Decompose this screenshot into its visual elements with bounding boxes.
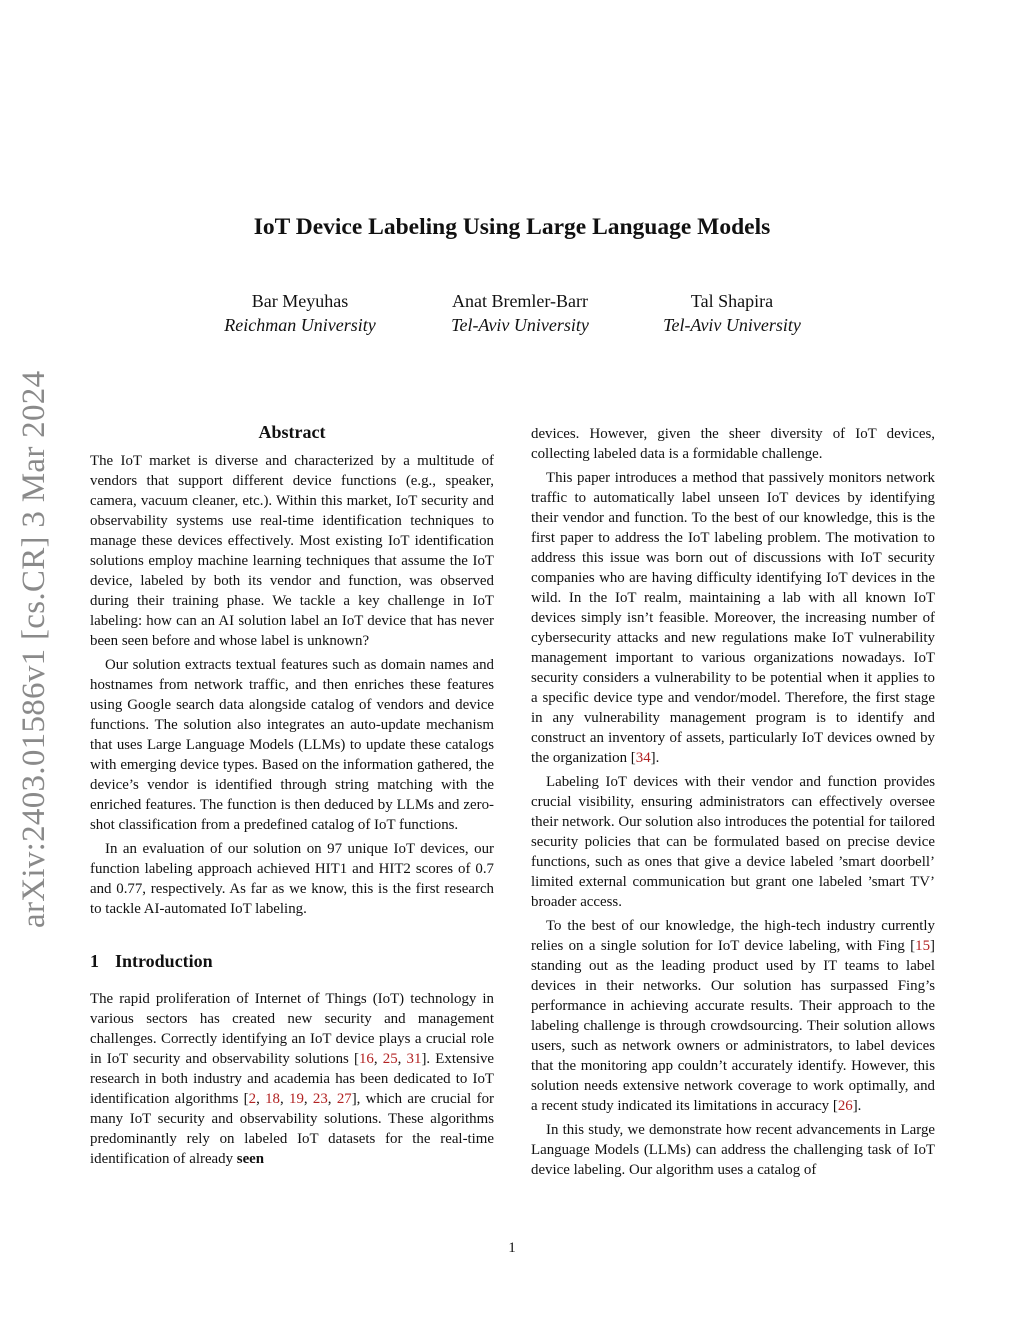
citation-link[interactable]: 31 xyxy=(406,1051,422,1067)
intro-paragraph: In this study, we demonstrate how recent advancements in Large Language Models (LLMs) can address the challenging task of IoT device labeling. Our algorithm uses a catalog of xyxy=(531,1122,935,1178)
citation-link[interactable]: 25 xyxy=(382,1051,398,1067)
author-name: Anat Bremler-Barr xyxy=(451,291,589,311)
author-block xyxy=(180,289,420,337)
citation-link[interactable]: 15 xyxy=(915,938,931,954)
intro-paragraph: This paper introduces a method that passively monitors network traffic to automatically label unseen IoT devices by identifying their vendor and function. To the best of our knowledge, this is the first paper to address the IoT labeling problem. The motivation to address this issue was born out of discussions with IoT security companies who are having difficulty identifying IoT devices in the wild. In the IoT realm, maintaining a lab with all known IoT devices simply isn’t feasible. Moreover, the increasing number of cybersecurity attacks and new regulations make IoT vulnerability management important to various organizations nowadays. IoT security considers a vulnerability to be potential when it applies to a specific device type and vendor/model. Therefore, the first stage in any vulnerability management program is to identify and construct an inventory of assets, particularly IoT devices owned by the organization [34]. xyxy=(531,470,935,766)
right-column xyxy=(531,424,935,1184)
author-block xyxy=(612,289,852,337)
left-column xyxy=(90,421,494,1173)
citation-link[interactable]: 2 xyxy=(248,1091,257,1107)
emphasis-word: seen xyxy=(236,1151,265,1167)
citation-link[interactable]: 26 xyxy=(837,1098,853,1114)
page-number: 1 xyxy=(508,1240,516,1256)
abstract-paragraph: In an evaluation of our solution on 97 unique IoT devices, our function labeling approach achieved HIT1 and HIT2 scores of 0.7 and 0.77, respectively. As far as we know, this is the first research to tackle AI-automated IoT labeling. xyxy=(90,841,494,917)
paper-title: IoT Device Labeling Using Large Language Models xyxy=(253,214,771,240)
author-affiliation: Tel-Aviv University xyxy=(451,315,589,335)
arxiv-identifier: arXiv:2403.01586v1 [cs.CR] 3 Mar 2024 xyxy=(16,370,52,928)
author-affiliation: Tel-Aviv University xyxy=(663,315,801,335)
citation-link[interactable]: 27 xyxy=(336,1091,352,1107)
intro-paragraph-continued: devices. However, given the sheer diversity of IoT devices, collecting labeled data is a formidable challenge. xyxy=(531,426,935,462)
citation-link[interactable]: 19 xyxy=(289,1091,304,1107)
section-title: Introduction xyxy=(115,951,213,971)
author-name: Bar Meyuhas xyxy=(251,291,349,311)
author-name: Tal Shapira xyxy=(690,291,774,311)
intro-paragraph: Labeling IoT devices with their vendor and function provides crucial visibility, ensuring administrators can effectively oversee their network. Our solution also introduces the potential for tailored security policies that can be formulated based on precise device functions, such as ones that give a device labeled ’smart doorbell’ limited external communication but grant one labeled ’smart TV’ broader access. xyxy=(531,774,935,910)
citation-link[interactable]: 16 xyxy=(358,1051,374,1067)
abstract-paragraph: Our solution extracts textual features such as domain names and hostnames from network traffic, and then enriches these features using Google search data alongside catalog of vendors and device functions. The solution also integrates an auto-update mechanism that uses Large Language Models (LLMs) to update these catalogs with emerging device types. Based on the information gathered, the device’s vendor is identified through string matching with the enriched features. The function is then deduced by LLMs and zero-shot classification from a predefined catalog of IoT functions. xyxy=(90,657,494,833)
intro-paragraph: To the best of our knowledge, the high-tech industry currently relies on a single solution for IoT device labeling, with Fing [15] standing out as the leading product used by IT teams to label devices in their networks. Our solution has surpassed Fing’s performance in achieving accurate results. Their approach to the labeling challenge is through crowdsourcing. Their solution allows users, such as network owners or administrators, to label devices that the monitoring app couldn’t accurately identify. However, this solution needs extensive network coverage to work optimally, and a recent study indicated its limitations in accuracy [26]. xyxy=(531,918,935,1114)
author-block xyxy=(400,289,640,337)
citation-link[interactable]: 18 xyxy=(265,1091,280,1107)
citation-link[interactable]: 34 xyxy=(635,750,651,766)
citation-link[interactable]: 23 xyxy=(312,1091,328,1107)
intro-paragraph: The rapid proliferation of Internet of Things (IoT) technology in various sectors has created new security and management challenges. Correctly identifying an IoT device plays a crucial role in IoT security and observability solutions [16, 25, 31]. Extensive research in both industry and academia has been dedicated to IoT identification algorithms [2, 18, 19, 23, 27], which are crucial for many IoT security and observability solutions. These algorithms predominantly rely on labeled IoT datasets for the real-time identification of already seen xyxy=(90,991,495,1167)
abstract-heading: Abstract xyxy=(258,422,326,442)
author-affiliation: Reichman University xyxy=(224,315,376,335)
section-heading xyxy=(90,950,494,972)
section-number: 1 xyxy=(90,951,99,971)
abstract-paragraph: The IoT market is diverse and characterized by a multitude of vendors that support different device functions (e.g., speaker, camera, vacuum cleaner, etc.). Within this market, IoT security and observability systems use real-time identification techniques to manage these devices effectively. Most existing IoT identification solutions employ machine learning techniques that assume the IoT device, labeled by both its vendor and function, was observed during their training phase. We tackle a key challenge in IoT labeling: how can an AI solution label an IoT device that has never been seen before and whose label is unknown? xyxy=(90,453,494,649)
